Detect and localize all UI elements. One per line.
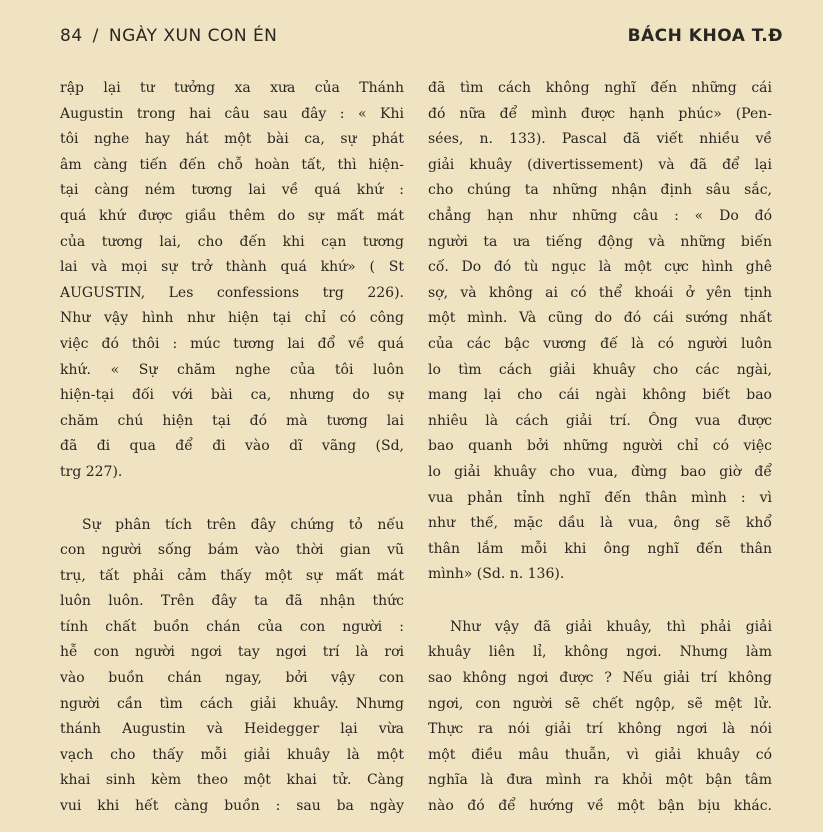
right-column [428, 76, 772, 820]
header-left [60, 26, 277, 46]
text-line: lai và mọi sự trở thành quá khứ» ( St [60, 259, 404, 276]
text-line: quá khứ được giầu thêm do sự mất mát [60, 207, 404, 224]
text-line: việc đó thôi : múc tương lai đổ về quá [60, 335, 404, 352]
text-line: Như vậy đã giải khuây, thì phải giải [450, 618, 772, 635]
running-title-left: NGÀY XUN CON ÉN [108, 26, 278, 46]
text-line: đã tìm cách không nghĩ đến những cái [428, 80, 772, 96]
paragraph-gap [428, 588, 772, 615]
text-line: Thực ra nói giải trí không ngơi là nói [428, 721, 772, 738]
text-line: vui khi hết càng buồn : sau ba ngày [60, 798, 404, 815]
text-line: vào buồn chán ngay, bởi vậy con [60, 670, 404, 687]
text-line: khuây liên lỉ, không ngơi. Nhưng làm [428, 644, 772, 661]
text-line: đó nữa để mình được hạnh phúc» (Pen- [428, 105, 772, 122]
text-line: lo tìm cách giải khuây cho các ngài, [428, 361, 772, 378]
text-line: thánh Augustin và Heidegger lại vừa [60, 721, 404, 738]
text-line: luôn luôn. Trên đây ta đã nhận thức [60, 593, 404, 610]
text-line: khai sinh kèm theo một khai tử. Càng [60, 772, 404, 789]
text-line: lo giải khuây cho vua, đừng bao giờ để [428, 463, 772, 480]
text-line: như thế, mặc dầu là vua, ông sẽ khổ [428, 515, 772, 532]
text-line: hiện-tại đối với bài ca, nhưng do sự [60, 387, 404, 404]
page-header [60, 26, 783, 50]
page-number: 84 [60, 26, 83, 46]
text-line: bao quanh bởi những người chỉ có việc [428, 438, 772, 455]
text-line: hễ con người ngơi tay ngơi trí là rơi [60, 644, 404, 661]
text-line: tại càng ném tương lai về quá khứ : [60, 182, 404, 199]
text-line: thân lắm mỗi khi ông nghĩ đến thân [428, 540, 772, 557]
right-paragraph-2 [428, 615, 772, 820]
text-line: chăm chú hiện tại đó mà tương lai [60, 412, 404, 429]
text-line: khứ. « Sự chăm nghe của tôi luôn [60, 361, 404, 378]
text-line: chẳng hạn như những câu : « Do đó [428, 207, 772, 224]
text-line: Như vậy hình như hiện tại chỉ có công [60, 310, 404, 327]
text-line: vạch cho thấy mỗi giải khuây là một [60, 746, 404, 763]
text-line: của tương lai, cho đến khi cạn tương [60, 233, 404, 250]
text-line: con người sống bám vào thời gian vũ [60, 542, 404, 559]
text-line: cho chúng ta những nhận định sâu sắc, [428, 182, 772, 199]
right-paragraph-1 [428, 76, 772, 588]
paragraph-gap [60, 486, 404, 513]
text-line: rập lại tư tưởng xa xưa của Thánh [60, 80, 404, 96]
text-line: sao không ngơi được ? Nếu giải trí không [428, 670, 772, 687]
text-line: người cần tìm cách giải khuây. Nhưng [60, 695, 404, 712]
text-line: đã đi qua để đi vào dĩ vãng (Sd, [60, 438, 404, 455]
text-line: tính chất buồn chán của con người : [60, 618, 404, 635]
left-paragraph-2 [60, 513, 404, 820]
text-line: Augustin trong hai câu sau đây : « Khi [60, 105, 404, 122]
text-line: tôi nghe hay hát một bài ca, sự phát [60, 131, 404, 148]
text-line: một mình. Và cũng do đó cái sướng nhất [428, 310, 772, 327]
text-line: sợ, và không ai có thể khoái ở yên tịnh [428, 284, 772, 301]
text-line: AUGUSTIN, Les confessions trg 226). [60, 284, 404, 301]
text-line: giải khuây (divertissement) và đã để lại [428, 156, 772, 173]
text-line: nhiêu là cách giải trí. Ông vua được [428, 412, 772, 429]
text-line: mang lại cho cái ngài không biết bao [428, 387, 772, 404]
text-line: người ta ưa tiếng động và những biến [428, 233, 772, 250]
text-line: cố. Do đó tù ngục là một cực hình ghê [428, 259, 772, 276]
text-line: trụ, tất phải cảm thấy một sự mất mát [60, 567, 404, 584]
text-line: âm càng tiến đến chỗ hoàn tất, thì hiện- [60, 156, 404, 173]
text-line: một điều mâu thuẫn, vì giải khuây có [428, 746, 772, 763]
header-separator: / [92, 26, 99, 46]
text-line: mình» (Sd. n. 136). [428, 566, 565, 583]
text-line: sées, n. 133). Pascal đã viết nhiều về [428, 131, 772, 148]
text-line: của các bậc vương đế là có người luôn [428, 335, 772, 352]
text-line: Sự phân tích trên đây chứng tỏ nếu [82, 516, 404, 533]
text-line: ngơi, con người sẽ chết ngộp, sẽ mệt lử. [428, 695, 772, 712]
text-line: nghĩa là đưa mình ra khỏi một bận tâm [428, 772, 772, 789]
running-title-right: BÁCH KHOA T.Đ [627, 26, 783, 46]
left-column [60, 76, 404, 820]
text-line: nào đó để hướng về một bận bịu khác. [428, 798, 772, 815]
text-line: vua phản tỉnh nghĩ đến thân mình : vì [428, 489, 772, 506]
text-line: trg 227). [60, 463, 123, 480]
left-paragraph-1 [60, 76, 404, 486]
